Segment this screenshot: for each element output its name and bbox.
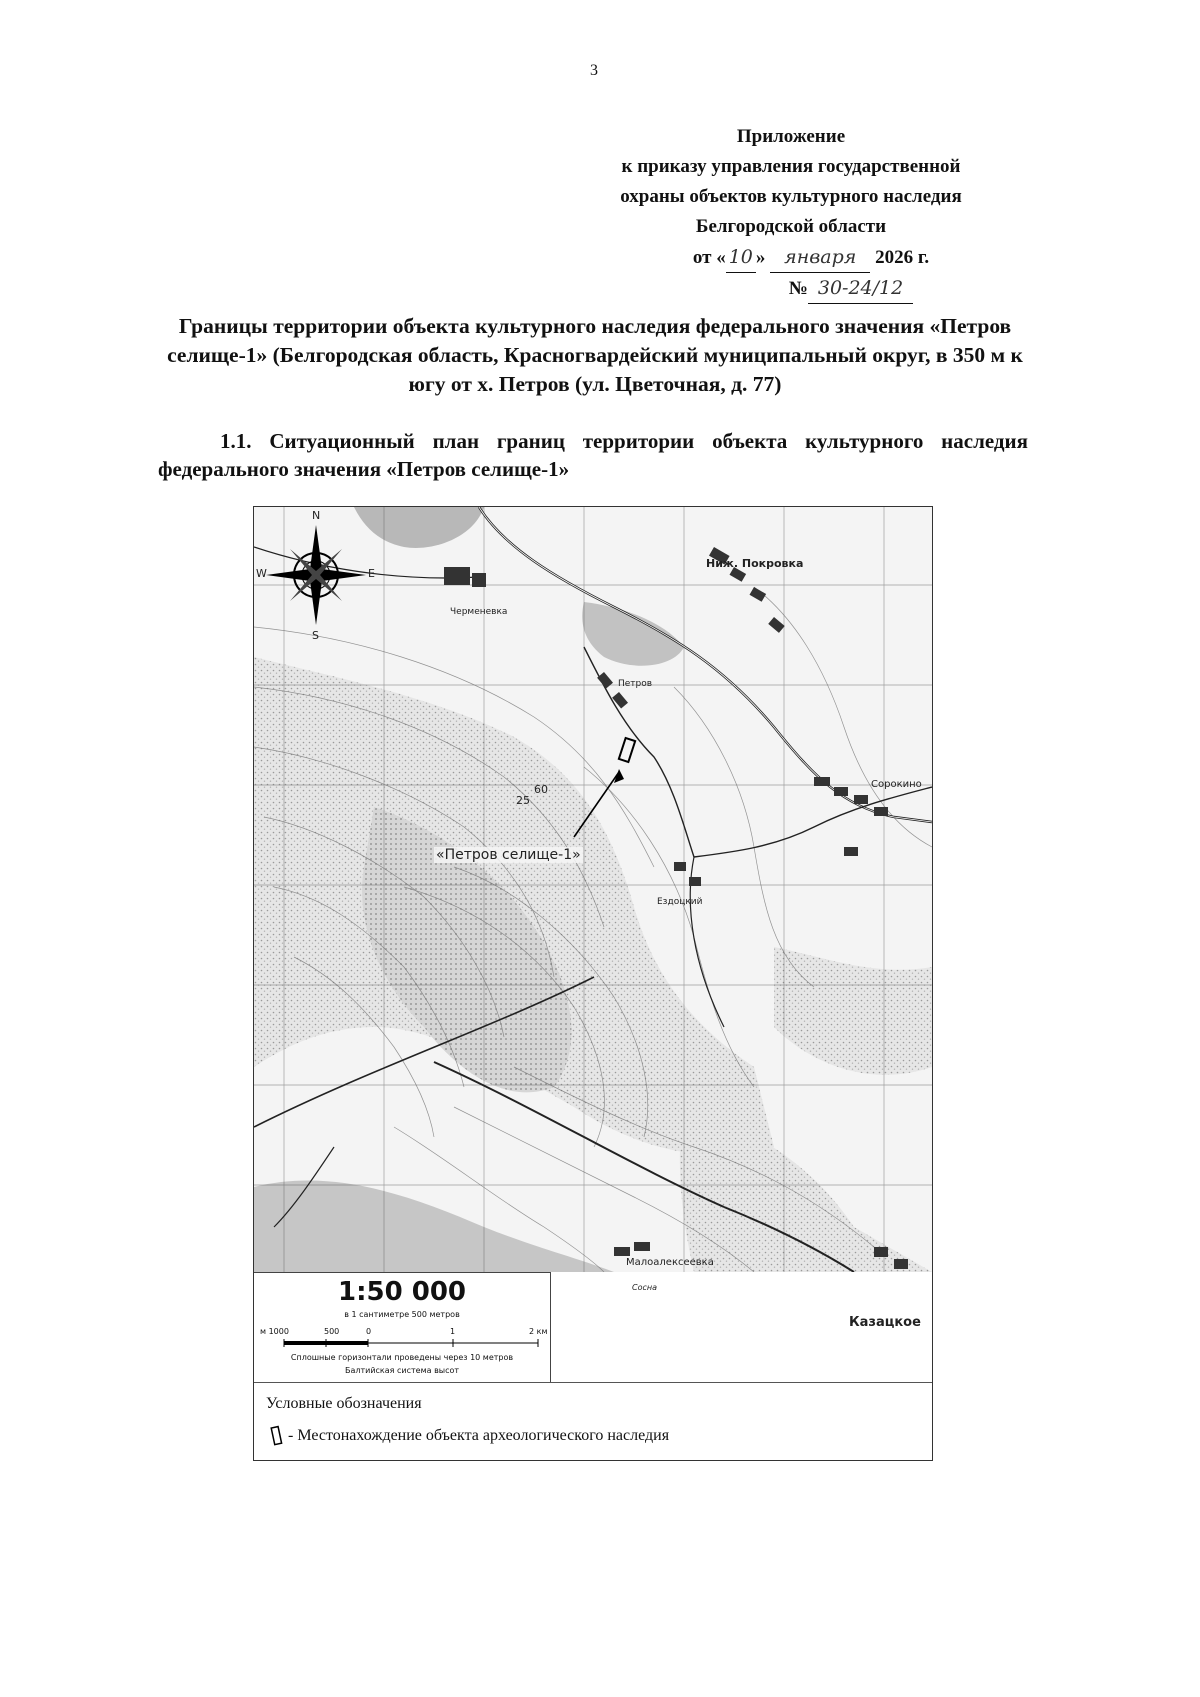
document-title: Границы территории объекта культурного наследия федерального значения «Петров селище-1» (Белгородская область, Красногвардейский муниципальный округ, в 350 м к югу от х. Петров (ул. Цветочная, д. 77) — [167, 314, 1023, 396]
date-mid: » — [755, 247, 766, 268]
scale-tick-label: 500 — [324, 1327, 340, 1336]
appendix-line: Приложение — [736, 126, 846, 147]
scale-tick-label: 0 — [366, 1327, 372, 1336]
scale-note: в 1 сантиметре 500 метров — [344, 1310, 460, 1319]
compass-w-label: W — [256, 567, 267, 580]
place-label: Черменевка — [450, 607, 508, 617]
legend-item-label: - Местонахождение объекта археологического наследия — [288, 1427, 670, 1444]
contour-note: Сплошные горизонтали проведены через 10 метров — [290, 1353, 514, 1362]
object-marker-icon — [270, 1425, 284, 1447]
place-label: Сорокино — [871, 779, 922, 790]
height-system: Балтийская система высот — [344, 1366, 460, 1375]
place-label: Петров — [618, 679, 653, 689]
scale-tick-label: 1 — [450, 1327, 456, 1336]
date-month: января — [770, 242, 870, 273]
compass-n-label: N — [312, 509, 321, 522]
page-number: 3 — [590, 62, 598, 79]
situation-map — [253, 506, 933, 1461]
map-legend — [254, 1382, 932, 1461]
place-label: Сосна — [632, 1283, 658, 1292]
map-drawing — [254, 507, 932, 1272]
number-value: 30-24/12 — [808, 273, 913, 304]
legend-item — [270, 1425, 669, 1447]
grid-number: 60 — [534, 783, 548, 796]
grid-number: 25 — [516, 794, 530, 807]
appendix-number — [560, 273, 1022, 304]
number-label: № — [788, 278, 808, 299]
place-label: Ниж. Покровка — [706, 557, 804, 570]
object-label: «Петров селище-1» — [436, 847, 581, 863]
scale-panel — [254, 1272, 551, 1383]
place-label: Ездоцкий — [657, 897, 703, 907]
appendix-header — [560, 122, 1022, 304]
scale-tick-label: м 1000 — [260, 1327, 289, 1336]
compass-e-label: E — [368, 567, 375, 580]
section-heading: 1.1. Ситуационный план границ территории объекта культурного наследия федерального значения «Петров селище-1» — [158, 429, 1028, 481]
scale-ratio: 1:50 000 — [338, 1277, 466, 1307]
date-prefix: от « — [692, 247, 726, 268]
place-label: Малоалексеевка — [626, 1257, 714, 1268]
appendix-line: к приказу управления государственной — [621, 156, 961, 177]
date-year: 2026 г. — [875, 247, 930, 268]
scale-bar — [254, 1337, 550, 1351]
place-label: Казацкое — [849, 1315, 921, 1330]
appendix-line: Белгородской области — [695, 216, 887, 237]
appendix-line: охраны объектов культурного наследия — [620, 186, 962, 207]
compass-s-label: S — [312, 629, 319, 642]
date-day: 10 — [726, 242, 756, 273]
legend-title: Условные обозначения — [266, 1395, 422, 1412]
appendix-date — [560, 242, 1022, 273]
scale-tick-label: 2 км — [529, 1327, 548, 1336]
